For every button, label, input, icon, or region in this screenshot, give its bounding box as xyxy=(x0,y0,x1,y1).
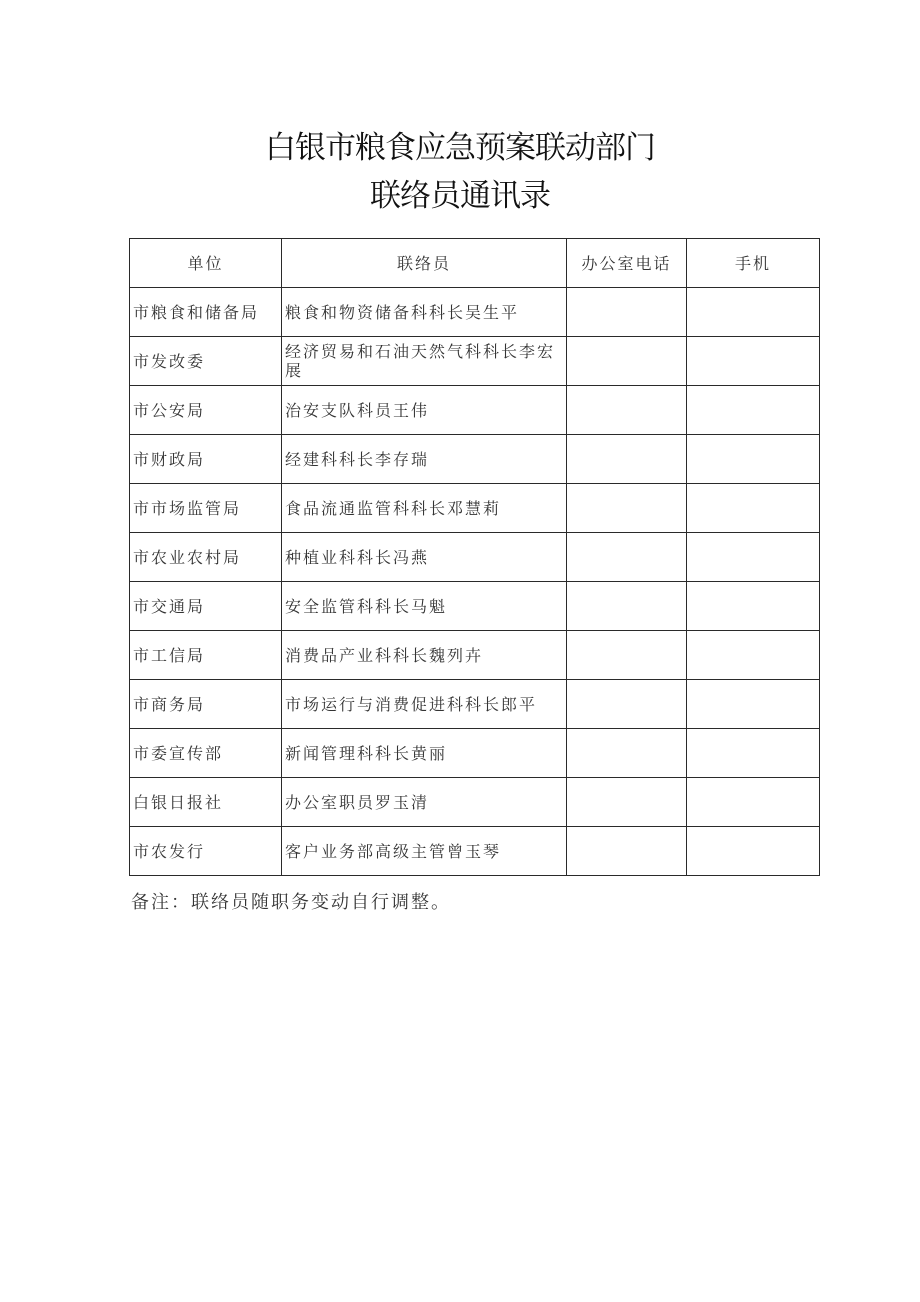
unit-cell: 市发改委 xyxy=(130,337,282,386)
office-phone-cell xyxy=(567,288,687,337)
office-phone-cell xyxy=(567,533,687,582)
unit-cell: 市财政局 xyxy=(130,435,282,484)
table-row xyxy=(130,337,820,386)
table-row xyxy=(130,288,820,337)
liaison-cell: 粮食和物资储备科科长吴生平 xyxy=(282,288,567,337)
mobile-cell xyxy=(687,778,820,827)
liaison-cell: 办公室职员罗玉清 xyxy=(282,778,567,827)
table-row xyxy=(130,729,820,778)
mobile-cell xyxy=(687,288,820,337)
office-phone-cell xyxy=(567,778,687,827)
mobile-cell xyxy=(687,680,820,729)
liaison-cell: 经济贸易和石油天然气科科长李宏展 xyxy=(282,337,567,386)
office-phone-cell xyxy=(567,680,687,729)
unit-cell: 市委宣传部 xyxy=(130,729,282,778)
table-row xyxy=(130,582,820,631)
table-row xyxy=(130,435,820,484)
header-unit: 单位 xyxy=(130,239,282,288)
document-title-line-1: 白银市粮食应急预案联动部门 xyxy=(265,130,655,166)
liaison-cell: 食品流通监管科科长邓慧莉 xyxy=(282,484,567,533)
mobile-cell xyxy=(687,386,820,435)
table-row xyxy=(130,680,820,729)
liaison-cell: 经建科科长李存瑞 xyxy=(282,435,567,484)
footnote-remark: 备注：联络员随职务变动自行调整。 xyxy=(131,892,451,913)
unit-cell: 市交通局 xyxy=(130,582,282,631)
table-row xyxy=(130,631,820,680)
table-header-row xyxy=(130,239,820,288)
mobile-cell xyxy=(687,484,820,533)
office-phone-cell xyxy=(567,582,687,631)
office-phone-cell xyxy=(567,827,687,876)
mobile-cell xyxy=(687,729,820,778)
mobile-cell xyxy=(687,435,820,484)
liaison-cell: 市场运行与消费促进科科长郎平 xyxy=(282,680,567,729)
table-row xyxy=(130,386,820,435)
unit-cell: 市商务局 xyxy=(130,680,282,729)
liaison-cell: 新闻管理科科长黄丽 xyxy=(282,729,567,778)
unit-cell: 市市场监管局 xyxy=(130,484,282,533)
mobile-cell xyxy=(687,533,820,582)
liaison-cell: 消费品产业科科长魏列卉 xyxy=(282,631,567,680)
liaison-cell: 客户业务部高级主管曾玉琴 xyxy=(282,827,567,876)
office-phone-cell xyxy=(567,484,687,533)
table-row xyxy=(130,484,820,533)
liaison-cell: 种植业科科长冯燕 xyxy=(282,533,567,582)
office-phone-cell xyxy=(567,729,687,778)
office-phone-cell xyxy=(567,386,687,435)
mobile-cell xyxy=(687,827,820,876)
table-row xyxy=(130,533,820,582)
office-phone-cell xyxy=(567,435,687,484)
header-office-phone: 办公室电话 xyxy=(567,239,687,288)
mobile-cell xyxy=(687,631,820,680)
unit-cell: 市粮食和储备局 xyxy=(130,288,282,337)
header-liaison: 联络员 xyxy=(282,239,567,288)
unit-cell: 市工信局 xyxy=(130,631,282,680)
liaison-cell: 安全监管科科长马魁 xyxy=(282,582,567,631)
unit-cell: 市公安局 xyxy=(130,386,282,435)
unit-cell: 市农发行 xyxy=(130,827,282,876)
header-mobile: 手机 xyxy=(687,239,820,288)
office-phone-cell xyxy=(567,337,687,386)
unit-cell: 白银日报社 xyxy=(130,778,282,827)
liaison-contact-table xyxy=(129,238,820,876)
liaison-cell: 治安支队科员王伟 xyxy=(282,386,567,435)
mobile-cell xyxy=(687,337,820,386)
mobile-cell xyxy=(687,582,820,631)
table-row xyxy=(130,827,820,876)
document-title-line-2: 联络员通讯录 xyxy=(370,178,550,214)
office-phone-cell xyxy=(567,631,687,680)
unit-cell: 市农业农村局 xyxy=(130,533,282,582)
table-row xyxy=(130,778,820,827)
